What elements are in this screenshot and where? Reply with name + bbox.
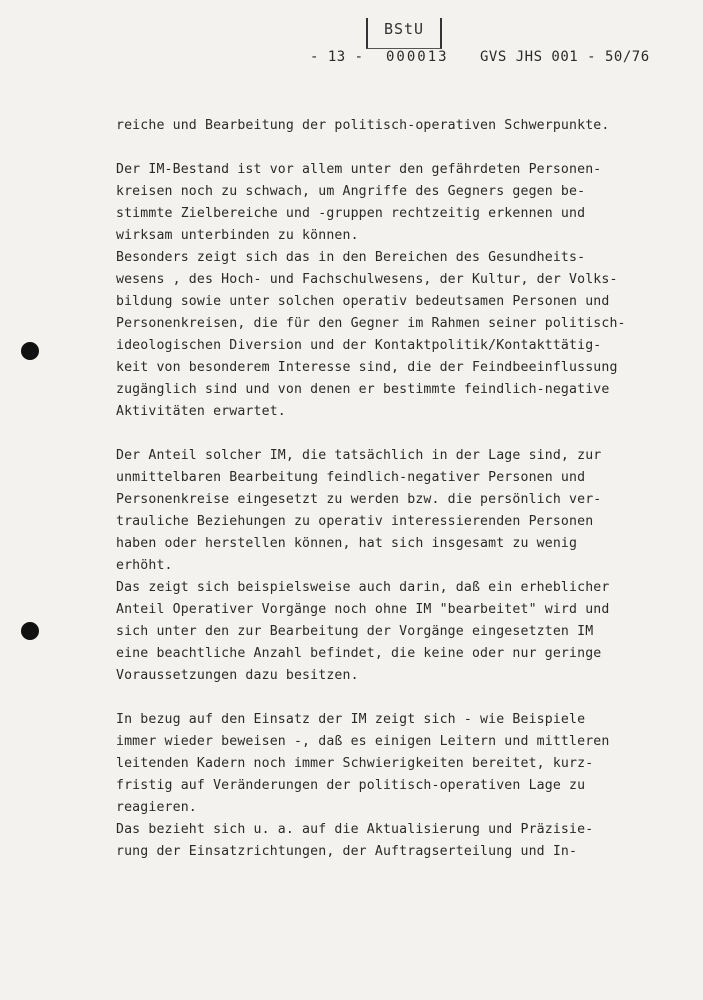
text-line: unmittelbaren Bearbeitung feindlich-negativer Personen und xyxy=(116,470,586,485)
text-line: trauliche Beziehungen zu operativ interessierenden Personen xyxy=(116,514,594,529)
punch-hole xyxy=(21,342,39,360)
text-line: eine beachtliche Anzahl befindet, die keine oder nur geringe xyxy=(116,646,602,661)
archive-stamp xyxy=(366,18,442,49)
file-number: 000013 xyxy=(386,49,449,65)
text-line: Besonders zeigt sich das in den Bereichen des Gesundheits- xyxy=(116,250,586,265)
text-line: ideologischen Diversion und der Kontaktpolitik/Kontakttätig- xyxy=(116,338,602,353)
text-line: reiche und Bearbeitung der politisch-operativen Schwerpunkte. xyxy=(116,118,610,133)
text-line: wesens , des Hoch- und Fachschulwesens, der Kultur, der Volks- xyxy=(116,272,618,287)
text-line: Das bezieht sich u. a. auf die Aktualisierung und Präzisie- xyxy=(116,822,594,837)
text-line: erhöht. xyxy=(116,558,173,573)
text-line: Der IM-Bestand ist vor allem unter den gefährdeten Personen- xyxy=(116,162,602,177)
document-reference: GVS JHS 001 - 50/76 xyxy=(480,49,650,65)
text-line: kreisen noch zu schwach, um Angriffe des Gegners gegen be- xyxy=(116,184,586,199)
text-line: Anteil Operativer Vorgänge noch ohne IM "bearbeitet" wird und xyxy=(116,602,610,617)
text-line: immer wieder beweisen -, daß es einigen Leitern und mittleren xyxy=(116,734,610,749)
text-line: Der Anteil solcher IM, die tatsächlich in der Lage sind, zur xyxy=(116,448,602,463)
text-line: bildung sowie unter solchen operativ bedeutsamen Personen und xyxy=(116,294,610,309)
text-line: keit von besonderem Interesse sind, die der Feindbeeinflussung xyxy=(116,360,618,375)
text-line: Voraussetzungen dazu besitzen. xyxy=(116,668,359,683)
text-line: sich unter den zur Bearbeitung der Vorgänge eingesetzten IM xyxy=(116,624,594,639)
text-line: leitenden Kadern noch immer Schwierigkeiten bereitet, kurz- xyxy=(116,756,594,771)
punch-hole xyxy=(21,622,39,640)
text-line: In bezug auf den Einsatz der IM zeigt sich - wie Beispiele xyxy=(116,712,586,727)
text-line: stimmte Zielbereiche und -gruppen rechtzeitig erkennen und xyxy=(116,206,586,221)
archive-stamp-label: BStU xyxy=(383,20,425,38)
text-line: zugänglich sind und von denen er bestimmte feindlich-negative xyxy=(116,382,610,397)
page-number: - 13 - xyxy=(310,49,364,65)
text-line: Das zeigt sich beispielsweise auch darin, daß ein erheblicher xyxy=(116,580,610,595)
text-line: Aktivitäten erwartet. xyxy=(116,404,286,419)
text-line: wirksam unterbinden zu können. xyxy=(116,228,359,243)
text-line: Personenkreise eingesetzt zu werden bzw. die persönlich ver- xyxy=(116,492,602,507)
text-line: fristig auf Veränderungen der politisch-operativen Lage zu xyxy=(116,778,586,793)
text-line: rung der Einsatzrichtungen, der Auftragserteilung und In- xyxy=(116,844,578,859)
text-line: haben oder herstellen können, hat sich insgesamt zu wenig xyxy=(116,536,578,551)
text-line: Personenkreisen, die für den Gegner im Rahmen seiner politisch- xyxy=(116,316,626,331)
text-line: reagieren. xyxy=(116,800,197,815)
